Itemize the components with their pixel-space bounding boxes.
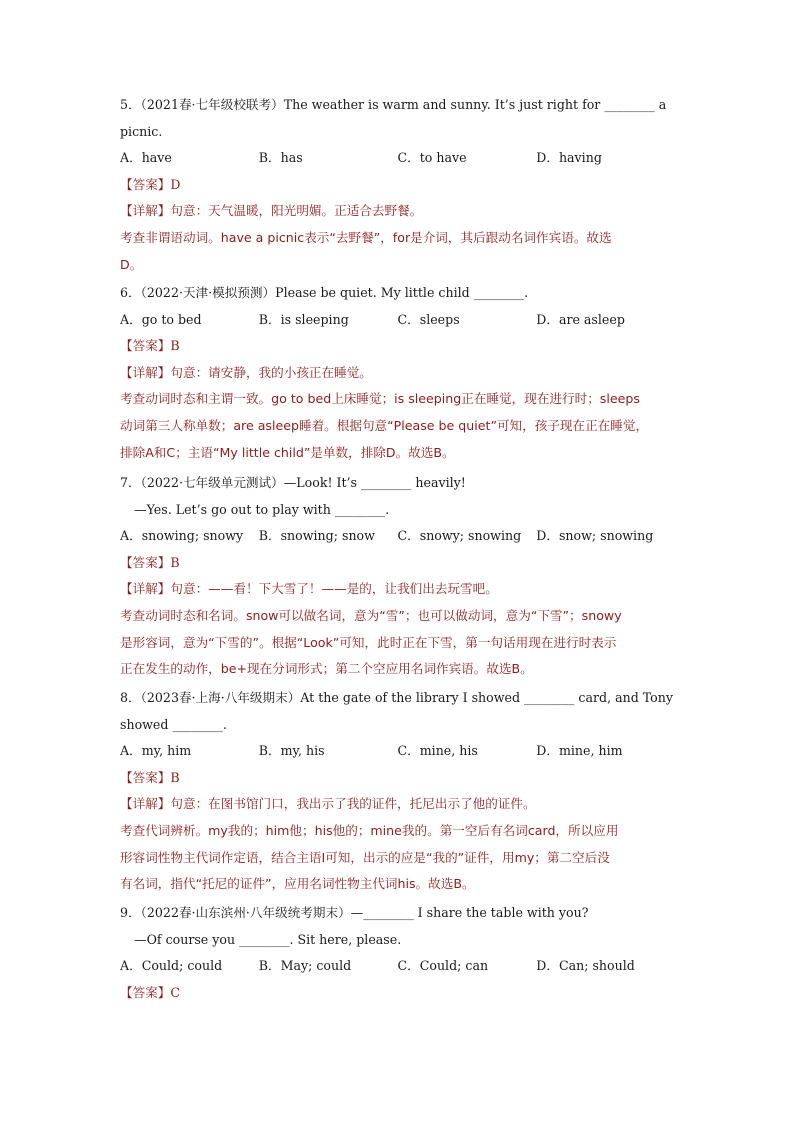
option-c: C．snowy; snowing [397,528,522,544]
answer-line [120,333,675,360]
option-c: C．sleeps [397,311,460,327]
explanation-line: 有名词，指代“托尼的证件”，应用名词性物主代词his。故选B。 [120,876,475,892]
options-row [120,738,675,765]
answer-line [120,172,675,199]
question-stem-line: 6．（2022·天津·模拟预测）Please be quiet. My little child ________. [120,285,529,300]
answer-line [120,550,675,577]
answer-tag: 【答案】 [120,554,171,570]
detail-block [120,198,675,278]
option-d: D．are asleep [536,311,625,327]
answer-tag: 【答案】 [120,984,171,1000]
option-a: A．Could; could [120,958,223,974]
question-stem-line: —Yes. Let’s go out to play with ________. [134,501,390,517]
question-stem-line: 9．（2022春·山东滨州·八年级统考期末）—________ I share the table with you? [120,905,589,920]
question-stem-line: picnic. [120,123,163,139]
explanation-line: 是形容词，意为“下雪的”。根据“Look”可知，此时正在下雪，第一句话用现在进行时表示 [120,634,617,650]
answer-tag: 【答案】 [120,769,171,785]
option-b: B．snowing; snow [258,528,375,544]
explanation-line: 考查动词时态和名词。snow可以做名词，意为“雪”；也可以做动词，意为“下雪”；snowy [120,607,622,623]
detail-tag: 【详解】 [120,203,171,219]
question-stem-line: showed ________. [120,716,227,732]
explanation-line: 动词第三人称单数；are asleep睡着。根据句意“Please be quiet”可知，孩子现在正在睡觉， [120,417,649,433]
detail-meaning: 句意：请安静，我的小孩正在睡觉。 [170,364,372,380]
answer-value: C [170,984,181,1000]
options-row [120,145,675,172]
explanation-line: 形容词性物主代词作定语，结合主语I可知，出示的应是“我的”证件，用my；第二空后没 [120,849,610,865]
explanation-line: 考查动词时态和主谓一致。go to bed上床睡觉；is sleeping正在睡觉，现在进行时；sleeps [120,391,640,407]
option-a: A．my, him [120,743,192,759]
options-row [120,953,675,980]
options-row [120,523,675,550]
detail-tag: 【详解】 [120,581,171,597]
question-8 [120,685,675,898]
detail-meaning: 句意：在图书馆门口，我出示了我的证件，托尼出示了他的证件。 [170,796,536,812]
question-stem-line: 8．（2023春·上海·八年级期末）At the gate of the library I showed ________ card, and Tony [120,690,673,705]
answer-value: B [170,338,180,354]
option-b: B．has [258,150,303,166]
question-stem-line: 7．（2022·七年级单元测试）—Look! It’s ________ heavily! [120,475,466,490]
detail-tag: 【详解】 [120,796,171,812]
option-d: D．snow; snowing [536,528,654,544]
answer-value: B [170,554,180,570]
option-a: A．have [120,150,172,166]
option-b: B．May; could [258,958,352,974]
question-9 [120,900,675,1006]
detail-block [120,791,675,897]
question-5 [120,92,675,278]
question-stem-line: 5．（2021春·七年级校联考）The weather is warm and sunny. It’s just right for ________ a [120,97,667,112]
explanation-line: 排除A和C；主语“My little child”是单数，排除D。故选B。 [120,444,455,460]
option-b: B．is sleeping [258,311,349,327]
explanation-line: D。 [120,256,143,272]
answer-value: B [170,769,180,785]
question-6 [120,280,675,466]
question-7 [120,470,675,683]
detail-block [120,360,675,466]
option-a: A．go to bed [120,311,202,327]
question-stem-line: —Of course you ________. Sit here, please. [134,931,402,947]
explanation-line: 考查代词辨析。my我的；him他；his他的；mine我的。第一空后有名词card，所以应用 [120,822,619,838]
option-a: A．snowing; snowy [120,528,244,544]
detail-meaning: 句意：天气温暖，阳光明媚。正适合去野餐。 [170,203,423,219]
option-c: C．Could; can [397,958,489,974]
detail-meaning: 句意：——看！下大雪了！——是的，让我们出去玩雪吧。 [170,581,498,597]
answer-tag: 【答案】 [120,338,171,354]
detail-block [120,576,675,682]
option-b: B．my, his [258,743,325,759]
explanation-line: 考查非谓语动词。have a picnic表示“去野餐”，for是介词，其后跟动名词作宾语。故选 [120,229,612,245]
options-row [120,307,675,334]
option-d: D．having [536,150,602,166]
answer-line [120,765,675,792]
detail-tag: 【详解】 [120,364,171,380]
option-c: C．to have [397,150,467,166]
option-d: D．mine, him [536,743,623,759]
option-d: D．Can; should [536,958,635,974]
explanation-line: 正在发生的动作，be+现在分词形式；第二个空应用名词作宾语。故选B。 [120,661,533,677]
answer-line [120,980,675,1007]
option-c: C．mine, his [397,743,478,759]
answer-tag: 【答案】 [120,176,171,192]
answer-value: D [170,176,181,192]
